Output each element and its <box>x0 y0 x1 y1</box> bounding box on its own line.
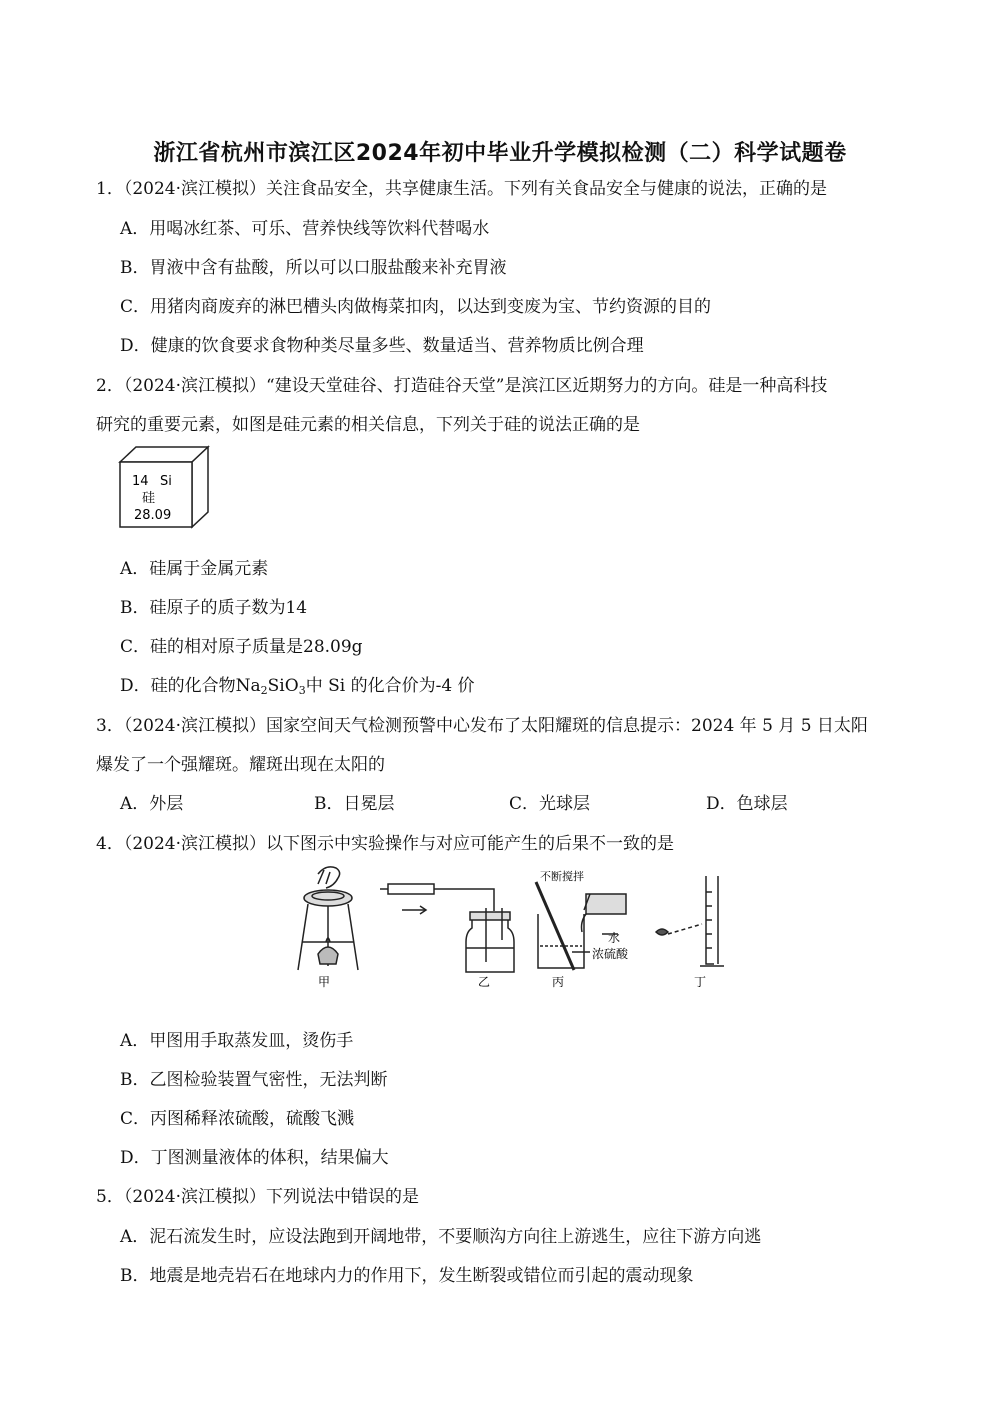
question-source: （2024·滨江模拟） <box>123 376 266 396</box>
question-text: 以下图示中实验操作与对应可能产生的后果不一致的是 <box>266 834 674 854</box>
figure-label-yi: 乙 <box>478 975 491 989</box>
question-source: （2024·滨江模拟） <box>123 179 266 199</box>
question-number: 3． <box>96 716 124 736</box>
question-4-option-a: A．甲图用手取蒸发皿，烫伤手 <box>120 1031 354 1051</box>
question-4-option-c: C．丙图稀释浓硫酸，硫酸飞溅 <box>120 1109 355 1129</box>
figure-label-ding: 丁 <box>694 975 707 989</box>
question-text: 关注食品安全，共享健康生活。下列有关食品安全与健康的说法，正确的是 <box>266 179 827 199</box>
question-3-option-b: B．日冕层 <box>314 794 395 814</box>
question-5-stem <box>96 1186 419 1208</box>
question-1-option-b: B．胃液中含有盐酸，所以可以口服盐酸来补充胃液 <box>120 258 507 278</box>
question-2-stem-line2: 研究的重要元素，如图是硅元素的相关信息，下列关于硅的说法正确的是 <box>96 415 640 435</box>
question-2-option-b: B．硅原子的质子数为14 <box>120 598 308 618</box>
question-1-option-c: C．用猪肉商废弃的淋巴槽头肉做梅菜扣肉，以达到变废为宝、节约资源的目的 <box>120 297 712 317</box>
question-number: 5． <box>96 1187 124 1207</box>
silicon-element-cube <box>116 444 212 530</box>
question-1-option-a: A．用喝冰红茶、可乐、营养快线等饮料代替喝水 <box>120 219 490 239</box>
question-4-option-b: B．乙图检验装置气密性，无法判断 <box>120 1070 388 1090</box>
element-symbol: Si <box>160 474 172 489</box>
question-2-stem <box>96 375 827 397</box>
element-name: 硅 <box>142 491 156 506</box>
question-3-stem <box>96 715 868 737</box>
question-1-stem <box>96 178 827 200</box>
figure-label-bing: 丙 <box>552 975 565 989</box>
question-source: （2024·滨江模拟） <box>123 834 266 854</box>
question-2-option-d: D．硅的化合物$Na_2SiO_3$中 Si 的化合价为-4 价 <box>120 676 475 697</box>
question-5-option-b: B．地震是地壳岩石在地球内力的作用下，发生断裂或错位而引起的震动现象 <box>120 1266 694 1286</box>
figure-label-jia: 甲 <box>318 975 331 989</box>
question-source: （2024·滨江模拟） <box>123 716 266 736</box>
question-number: 2． <box>96 376 124 396</box>
question-source: （2024·滨江模拟） <box>123 1187 266 1207</box>
question-text: 下列说法中错误的是 <box>266 1187 419 1207</box>
figure-yi <box>380 884 514 972</box>
experiment-figure <box>290 862 730 992</box>
question-3-option-d: D．色球层 <box>706 794 788 814</box>
figure-jia <box>298 867 358 970</box>
question-2-option-c: C．硅的相对原子质量是28.09g <box>120 637 363 657</box>
question-2-option-a: A．硅属于金属元素 <box>120 559 269 579</box>
question-4-option-d: D．丁图测量液体的体积，结果偏大 <box>120 1148 389 1168</box>
question-number: 4． <box>96 834 124 854</box>
element-number: 14 <box>132 474 149 489</box>
question-text: “建设天堂硅谷、打造硅谷天堂”是滨江区近期努力的方向。硅是一种高科技 <box>266 376 828 396</box>
question-4-stem <box>96 833 674 855</box>
question-text: 国家空间天气检测预警中心发布了太阳耀斑的信息提示：2024 年 5 月 5 日太阳 <box>266 716 868 736</box>
page-title: 浙江省杭州市滨江区2024年初中毕业升学模拟检测（二）科学试题卷 <box>153 141 847 166</box>
element-mass: 28.09 <box>134 508 172 523</box>
figure-water-label: 水 <box>608 931 621 945</box>
figure-ding <box>656 876 724 966</box>
question-5-option-a: A．泥石流发生时，应设法跑到开阔地带，不要顺沟方向往上游逃生，应往下游方向逃 <box>120 1227 762 1247</box>
figure-stir-label: 不断搅拌 <box>540 870 584 883</box>
question-number: 1． <box>96 179 124 199</box>
question-3-option-a: A．外层 <box>120 794 184 814</box>
question-3-option-c: C．光球层 <box>509 794 591 814</box>
question-3-stem-line2: 爆发了一个强耀斑。耀斑出现在太阳的 <box>96 755 385 775</box>
figure-acid-label: 浓硫酸 <box>592 947 629 961</box>
question-1-option-d: D．健康的饮食要求食物种类尽量多些、数量适当、营养物质比例合理 <box>120 336 644 356</box>
